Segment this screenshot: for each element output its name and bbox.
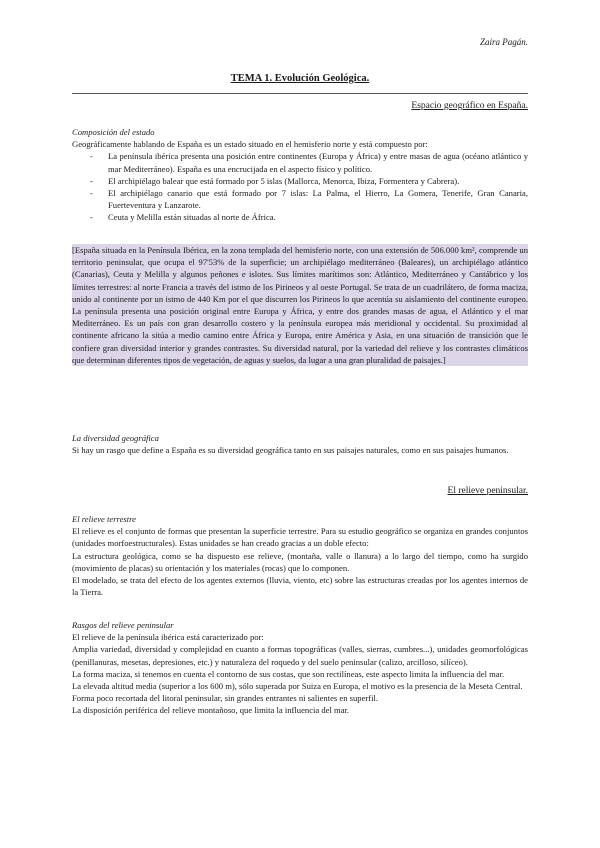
diversidad-block bbox=[72, 432, 528, 456]
list-item: - El archipiélago balear que está formado por 5 islas (Mallorca, Menorca, Ibiza, Formentera y Cabrera). bbox=[72, 175, 528, 187]
page-title: TEMA 1. Evolución Geológica. bbox=[230, 73, 370, 84]
list-item: - La península ibérica presenta una posición entre continentes (Europa y África) y entre masas de agua (océano atlántico y mar Mediterráneo). España es una encrucijada en el aspecto físico y político. bbox=[72, 150, 528, 174]
composicion-list bbox=[72, 150, 528, 223]
composicion-heading: Composición del estado bbox=[72, 127, 155, 137]
composicion-intro: Geográficamente hablando de España es un estado situado en el hemisferio norte y está compuesto por: bbox=[72, 139, 428, 150]
paragraph: La estructura geológica, como se ha dispuesto ese relieve, (montaña, valle o llanura) a lo largo del tiempo, como ha surgido (movimiento de placas) su orientación y los materiales (rocas) que lo componen. bbox=[72, 550, 528, 573]
diversidad-text: Si hay un rasgo que define a España es su diversidad geográfica tanto en sus paisajes naturales, como en sus paisajes humanos. bbox=[72, 445, 509, 456]
title-divider bbox=[72, 93, 528, 94]
highlighted-paragraph bbox=[72, 244, 528, 366]
list-item: - Ceuta y Melilla están situadas al norte de África. bbox=[72, 211, 528, 223]
paragraph: El modelado, se trata del efecto de los agentes externos (lluvia, viento, etc) sobre las estructuras creadas por los agentes internos de la Tierra. bbox=[72, 575, 528, 598]
relieve-terrestre-block bbox=[72, 513, 528, 598]
paragraph: Forma poco recortada del litoral peninsular, sin grandes entrantes ni salientes en superfil. bbox=[72, 693, 379, 704]
list-item: - El archipiélago canario que está formado por 7 islas: La Palma, el Hierro, La Gomera, Tenerife, Gran Canaria, Fuerteventura y Lanzarote. bbox=[72, 187, 528, 211]
relieve-terrestre-heading: El relieve terrestre bbox=[72, 514, 136, 524]
paragraph: Amplia variedad, diversidad y complejidad en cuanto a formas topográficas (valles, sierras, cumbres...), unidades geomorfológicas (penillanuras, mesetas, depresiones, etc.) y naturaleza del roquedo y del suelo peninsular (calizo, arcilloso, silíceo). bbox=[72, 644, 528, 667]
section-heading-espacio: Espacio geográfico en España. bbox=[411, 101, 528, 111]
paragraph: El relieve de la península ibérica está caracterizado por: bbox=[72, 632, 264, 643]
paragraph: La forma maciza, si tenemos en cuenta el contorno de sus costas, que son rectilíneas, este aspecto limita la influencia del mar. bbox=[72, 668, 505, 679]
paragraph: El relieve es el conjunto de formas que presentan la superficie terrestre. Para su estudio geográfico se organiza en grandes conjuntos (unidades morfoestructurales). Estas unidades se han creado gracias a un doble efecto: bbox=[72, 526, 528, 549]
paragraph: La elevada altitud media (superior a los 600 m), sólo superada por Suiza en Europa, el motivo es la presencia de la Meseta Central. bbox=[72, 681, 523, 692]
composicion-block bbox=[72, 126, 528, 224]
rasgos-block bbox=[72, 619, 528, 717]
section-heading-relieve: El relieve peninsular. bbox=[447, 486, 528, 496]
diversidad-heading: La diversidad geográfica bbox=[72, 433, 159, 443]
highlight-text: [España situada en la Península Ibérica, en la zona templada del hemisferio norte, con una extensión de 506.000 km², comprende un territorio peninsular, que ocupa el 97'53% de la superficie; un archipiélago mediterráneo (Baleares), un archipiélago atlántico (Canarias), Ceuta y Melilla y algunos peñones e islotes. Sus límites marítimos son: Atlántico, Mediterráneo y Cantábrico y los límites terrestres: al norte Francia a través del istmo de los Pirineos y al oeste Portugal. Se trata de un cuadrilátero, de forma maciza, unido al continente por un istmo de 440 Km por el que discurren los Pirineos lo que acentúa su aislamiento del continente europeo. La península presenta una posición original entre Europa y África, y entre dos grandes masas de agua, el Atlántico y el mar Mediterráneo. Es un país con gran desarrollo costero y la península europea más meridional y occidental. Su proximidad al continente africano la sitúa a medio camino entre África y Europa, entre América y Asia, en una situación de transición que le confiere gran diversidad interior y grandes contrastes. Su diversidad natural, por la variedad del relieve y los contrastes climáticos que determinan diferentes tipos de vegetación, de aguas y suelos, da lugar a una gran pluralidad de paisajes.] bbox=[72, 245, 528, 365]
author-name: Zaira Pagán. bbox=[479, 37, 528, 47]
rasgos-heading: Rasgos del relieve peninsular bbox=[72, 620, 174, 630]
paragraph: La disposición periférica del relieve montañoso, que limita la influencia del mar. bbox=[72, 705, 350, 716]
